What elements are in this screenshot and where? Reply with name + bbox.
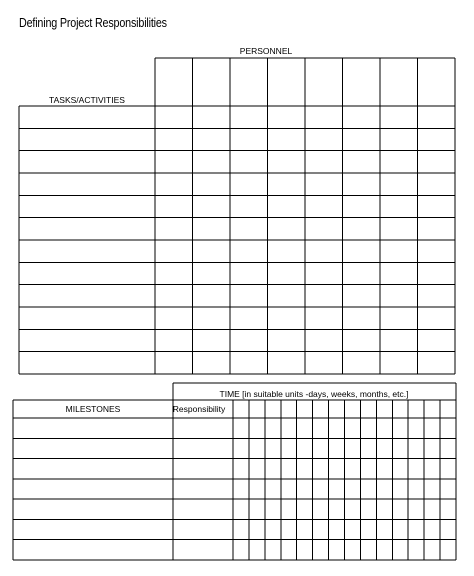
time-cell[interactable] bbox=[376, 418, 392, 438]
time-cell[interactable] bbox=[360, 499, 376, 519]
time-cell[interactable] bbox=[392, 499, 408, 519]
personnel-cell[interactable] bbox=[155, 128, 193, 150]
personnel-cell[interactable] bbox=[193, 151, 231, 173]
personnel-cell[interactable] bbox=[380, 329, 418, 351]
responsibility-cell[interactable] bbox=[173, 479, 233, 499]
personnel-cell[interactable] bbox=[155, 173, 193, 195]
personnel-cell[interactable] bbox=[343, 307, 381, 329]
personnel-cell[interactable] bbox=[230, 352, 268, 374]
personnel-cell[interactable] bbox=[155, 218, 193, 240]
time-cell[interactable] bbox=[408, 418, 424, 438]
personnel-cell[interactable] bbox=[155, 285, 193, 307]
personnel-cell[interactable] bbox=[230, 262, 268, 284]
time-cell[interactable] bbox=[313, 418, 329, 438]
personnel-cell[interactable] bbox=[193, 195, 231, 217]
time-cell[interactable] bbox=[360, 479, 376, 499]
personnel-cell[interactable] bbox=[193, 128, 231, 150]
time-cell[interactable] bbox=[281, 438, 297, 458]
time-cell[interactable] bbox=[376, 479, 392, 499]
personnel-cell[interactable] bbox=[305, 106, 343, 128]
time-cell[interactable] bbox=[440, 540, 456, 560]
time-cell[interactable] bbox=[233, 438, 249, 458]
personnel-cell[interactable] bbox=[230, 106, 268, 128]
personnel-cell[interactable] bbox=[230, 128, 268, 150]
time-cell[interactable] bbox=[233, 418, 249, 438]
time-cell[interactable] bbox=[249, 540, 265, 560]
personnel-cell[interactable] bbox=[418, 329, 456, 351]
personnel-cell[interactable] bbox=[268, 106, 306, 128]
personnel-cell[interactable] bbox=[343, 173, 381, 195]
task-cell[interactable] bbox=[19, 128, 155, 150]
personnel-cell[interactable] bbox=[418, 240, 456, 262]
time-cell[interactable] bbox=[297, 519, 313, 539]
personnel-cell[interactable] bbox=[418, 106, 456, 128]
personnel-cell[interactable] bbox=[230, 218, 268, 240]
personnel-cell[interactable] bbox=[230, 285, 268, 307]
time-cell[interactable] bbox=[281, 459, 297, 479]
personnel-cell[interactable] bbox=[155, 195, 193, 217]
time-cell[interactable] bbox=[424, 540, 440, 560]
time-cell[interactable] bbox=[281, 418, 297, 438]
personnel-cell[interactable] bbox=[305, 151, 343, 173]
time-cell[interactable] bbox=[345, 418, 361, 438]
personnel-cell[interactable] bbox=[230, 195, 268, 217]
time-cell[interactable] bbox=[313, 438, 329, 458]
personnel-cell[interactable] bbox=[193, 262, 231, 284]
personnel-cell[interactable] bbox=[343, 285, 381, 307]
personnel-cell[interactable] bbox=[155, 329, 193, 351]
responsibility-header: Responsibility bbox=[172, 404, 226, 414]
responsibility-cell[interactable] bbox=[173, 519, 233, 539]
time-cell[interactable] bbox=[376, 459, 392, 479]
personnel-cell[interactable] bbox=[418, 262, 456, 284]
time-cell[interactable] bbox=[424, 519, 440, 539]
time-cell[interactable] bbox=[440, 519, 456, 539]
personnel-cell[interactable] bbox=[305, 173, 343, 195]
personnel-header: PERSONNEL bbox=[239, 46, 293, 56]
time-cell[interactable] bbox=[233, 479, 249, 499]
task-cell[interactable] bbox=[19, 240, 155, 262]
personnel-cell[interactable] bbox=[380, 106, 418, 128]
personnel-cell[interactable] bbox=[268, 329, 306, 351]
time-cell[interactable] bbox=[249, 459, 265, 479]
task-cell[interactable] bbox=[19, 151, 155, 173]
time-cell[interactable] bbox=[392, 438, 408, 458]
personnel-cell[interactable] bbox=[380, 307, 418, 329]
tasks-activities-header: TASKS/ACTIVITIES bbox=[49, 95, 125, 105]
time-cell[interactable] bbox=[265, 438, 281, 458]
personnel-cell[interactable] bbox=[230, 151, 268, 173]
time-cell[interactable] bbox=[440, 459, 456, 479]
time-cell[interactable] bbox=[360, 519, 376, 539]
milestone-cell[interactable] bbox=[13, 479, 173, 499]
time-cell[interactable] bbox=[233, 499, 249, 519]
time-cell[interactable] bbox=[392, 479, 408, 499]
time-cell[interactable] bbox=[265, 519, 281, 539]
time-cell[interactable] bbox=[329, 418, 345, 438]
time-cell[interactable] bbox=[265, 459, 281, 479]
personnel-cell[interactable] bbox=[380, 128, 418, 150]
task-cell[interactable] bbox=[19, 285, 155, 307]
time-cell[interactable] bbox=[408, 499, 424, 519]
time-cell[interactable] bbox=[313, 459, 329, 479]
personnel-cell[interactable] bbox=[230, 173, 268, 195]
time-cell[interactable] bbox=[424, 418, 440, 438]
time-cell[interactable] bbox=[297, 540, 313, 560]
personnel-cell[interactable] bbox=[343, 195, 381, 217]
responsibility-table bbox=[19, 58, 455, 374]
personnel-cell[interactable] bbox=[193, 106, 231, 128]
time-cell[interactable] bbox=[297, 499, 313, 519]
personnel-cell[interactable] bbox=[268, 151, 306, 173]
personnel-cell[interactable] bbox=[418, 285, 456, 307]
personnel-cell[interactable] bbox=[268, 307, 306, 329]
personnel-cell[interactable] bbox=[268, 285, 306, 307]
personnel-cell[interactable] bbox=[343, 352, 381, 374]
time-cell[interactable] bbox=[345, 519, 361, 539]
personnel-cell[interactable] bbox=[305, 218, 343, 240]
responsibility-cell[interactable] bbox=[173, 438, 233, 458]
personnel-cell[interactable] bbox=[155, 262, 193, 284]
time-cell[interactable] bbox=[424, 459, 440, 479]
responsibility-cell[interactable] bbox=[173, 540, 233, 560]
time-cell[interactable] bbox=[360, 418, 376, 438]
personnel-cell[interactable] bbox=[268, 128, 306, 150]
personnel-cell[interactable] bbox=[380, 285, 418, 307]
personnel-cell[interactable] bbox=[343, 106, 381, 128]
time-cell[interactable] bbox=[329, 499, 345, 519]
time-cell[interactable] bbox=[249, 479, 265, 499]
personnel-cell[interactable] bbox=[418, 128, 456, 150]
task-cell[interactable] bbox=[19, 195, 155, 217]
time-cell[interactable] bbox=[440, 418, 456, 438]
time-cell[interactable] bbox=[408, 459, 424, 479]
personnel-cell[interactable] bbox=[193, 329, 231, 351]
time-cell[interactable] bbox=[249, 499, 265, 519]
personnel-cell[interactable] bbox=[155, 106, 193, 128]
personnel-cell[interactable] bbox=[343, 218, 381, 240]
time-cell[interactable] bbox=[329, 540, 345, 560]
time-cell[interactable] bbox=[345, 459, 361, 479]
milestone-cell[interactable] bbox=[13, 459, 173, 479]
personnel-cell[interactable] bbox=[305, 262, 343, 284]
time-cell[interactable] bbox=[329, 459, 345, 479]
task-cell[interactable] bbox=[19, 218, 155, 240]
time-cell[interactable] bbox=[265, 499, 281, 519]
personnel-cell[interactable] bbox=[380, 352, 418, 374]
time-cell[interactable] bbox=[408, 438, 424, 458]
time-cell[interactable] bbox=[329, 479, 345, 499]
task-cell[interactable] bbox=[19, 173, 155, 195]
time-cell[interactable] bbox=[376, 540, 392, 560]
time-cell[interactable] bbox=[281, 519, 297, 539]
personnel-cell[interactable] bbox=[305, 307, 343, 329]
time-cell[interactable] bbox=[265, 479, 281, 499]
time-cell[interactable] bbox=[265, 418, 281, 438]
personnel-cell[interactable] bbox=[418, 195, 456, 217]
time-cell[interactable] bbox=[376, 499, 392, 519]
personnel-cell[interactable] bbox=[193, 352, 231, 374]
time-cell[interactable] bbox=[345, 479, 361, 499]
responsibility-cell[interactable] bbox=[173, 499, 233, 519]
time-cell[interactable] bbox=[440, 438, 456, 458]
personnel-cell[interactable] bbox=[268, 218, 306, 240]
milestone-cell[interactable] bbox=[13, 540, 173, 560]
time-cell[interactable] bbox=[408, 519, 424, 539]
personnel-cell[interactable] bbox=[418, 307, 456, 329]
personnel-cell[interactable] bbox=[305, 285, 343, 307]
milestone-cell[interactable] bbox=[13, 519, 173, 539]
personnel-cell[interactable] bbox=[343, 329, 381, 351]
time-cell[interactable] bbox=[376, 519, 392, 539]
task-cell[interactable] bbox=[19, 329, 155, 351]
personnel-cell[interactable] bbox=[305, 128, 343, 150]
time-cell[interactable] bbox=[249, 519, 265, 539]
time-cell[interactable] bbox=[281, 499, 297, 519]
time-cell[interactable] bbox=[329, 438, 345, 458]
personnel-cell[interactable] bbox=[343, 262, 381, 284]
time-cell[interactable] bbox=[281, 479, 297, 499]
personnel-cell[interactable] bbox=[193, 307, 231, 329]
personnel-cell[interactable] bbox=[230, 240, 268, 262]
time-cell[interactable] bbox=[424, 438, 440, 458]
personnel-cell[interactable] bbox=[418, 173, 456, 195]
milestone-cell[interactable] bbox=[13, 438, 173, 458]
time-cell[interactable] bbox=[360, 540, 376, 560]
time-cell[interactable] bbox=[297, 459, 313, 479]
personnel-cell[interactable] bbox=[155, 307, 193, 329]
personnel-cell[interactable] bbox=[155, 240, 193, 262]
personnel-cell[interactable] bbox=[268, 352, 306, 374]
time-cell[interactable] bbox=[329, 519, 345, 539]
time-cell[interactable] bbox=[345, 438, 361, 458]
time-cell[interactable] bbox=[424, 479, 440, 499]
personnel-cell[interactable] bbox=[343, 240, 381, 262]
personnel-cell[interactable] bbox=[193, 173, 231, 195]
personnel-cell[interactable] bbox=[155, 151, 193, 173]
time-cell[interactable] bbox=[265, 540, 281, 560]
time-cell[interactable] bbox=[345, 499, 361, 519]
time-cell[interactable] bbox=[392, 519, 408, 539]
time-cell[interactable] bbox=[392, 418, 408, 438]
time-cell[interactable] bbox=[233, 519, 249, 539]
personnel-cell[interactable] bbox=[380, 240, 418, 262]
personnel-cell[interactable] bbox=[268, 195, 306, 217]
time-cell[interactable] bbox=[345, 540, 361, 560]
personnel-cell[interactable] bbox=[193, 285, 231, 307]
time-header: TIME [in suitable units -days, weeks, months, etc.] bbox=[219, 389, 409, 399]
time-cell[interactable] bbox=[249, 438, 265, 458]
time-cell[interactable] bbox=[408, 540, 424, 560]
time-cell[interactable] bbox=[313, 519, 329, 539]
milestone-cell[interactable] bbox=[13, 418, 173, 438]
time-cell[interactable] bbox=[408, 479, 424, 499]
time-cell[interactable] bbox=[424, 499, 440, 519]
personnel-cell[interactable] bbox=[418, 151, 456, 173]
time-cell[interactable] bbox=[297, 479, 313, 499]
milestones-header: MILESTONES bbox=[65, 404, 121, 414]
time-cell[interactable] bbox=[249, 418, 265, 438]
personnel-cell[interactable] bbox=[193, 240, 231, 262]
personnel-cell[interactable] bbox=[230, 329, 268, 351]
responsibility-cell[interactable] bbox=[173, 459, 233, 479]
time-cell[interactable] bbox=[313, 499, 329, 519]
task-cell[interactable] bbox=[19, 352, 155, 374]
personnel-cell[interactable] bbox=[268, 240, 306, 262]
personnel-cell[interactable] bbox=[305, 240, 343, 262]
time-cell[interactable] bbox=[360, 459, 376, 479]
time-cell[interactable] bbox=[440, 499, 456, 519]
task-cell[interactable] bbox=[19, 106, 155, 128]
time-cell[interactable] bbox=[313, 540, 329, 560]
time-cell[interactable] bbox=[297, 418, 313, 438]
personnel-cell[interactable] bbox=[230, 307, 268, 329]
time-cell[interactable] bbox=[233, 540, 249, 560]
time-cell[interactable] bbox=[360, 438, 376, 458]
personnel-cell[interactable] bbox=[155, 352, 193, 374]
task-cell[interactable] bbox=[19, 307, 155, 329]
document-title: Defining Project Responsibilities bbox=[19, 16, 167, 30]
personnel-cell[interactable] bbox=[193, 218, 231, 240]
milestone-cell[interactable] bbox=[13, 499, 173, 519]
time-cell[interactable] bbox=[392, 540, 408, 560]
time-cell[interactable] bbox=[313, 479, 329, 499]
responsibility-cell[interactable] bbox=[173, 418, 233, 438]
personnel-cell[interactable] bbox=[305, 195, 343, 217]
personnel-cell[interactable] bbox=[268, 173, 306, 195]
personnel-cell[interactable] bbox=[380, 195, 418, 217]
personnel-cell[interactable] bbox=[380, 218, 418, 240]
personnel-cell[interactable] bbox=[305, 329, 343, 351]
personnel-cell[interactable] bbox=[380, 173, 418, 195]
personnel-cell[interactable] bbox=[305, 352, 343, 374]
personnel-cell[interactable] bbox=[418, 218, 456, 240]
time-cell[interactable] bbox=[297, 438, 313, 458]
personnel-cell[interactable] bbox=[343, 128, 381, 150]
time-cell[interactable] bbox=[440, 479, 456, 499]
time-cell[interactable] bbox=[233, 459, 249, 479]
task-cell[interactable] bbox=[19, 262, 155, 284]
time-cell[interactable] bbox=[281, 540, 297, 560]
personnel-cell[interactable] bbox=[268, 262, 306, 284]
time-cell[interactable] bbox=[392, 459, 408, 479]
personnel-cell[interactable] bbox=[343, 151, 381, 173]
personnel-cell[interactable] bbox=[380, 262, 418, 284]
time-cell[interactable] bbox=[376, 438, 392, 458]
personnel-cell[interactable] bbox=[418, 352, 456, 374]
personnel-cell[interactable] bbox=[380, 151, 418, 173]
